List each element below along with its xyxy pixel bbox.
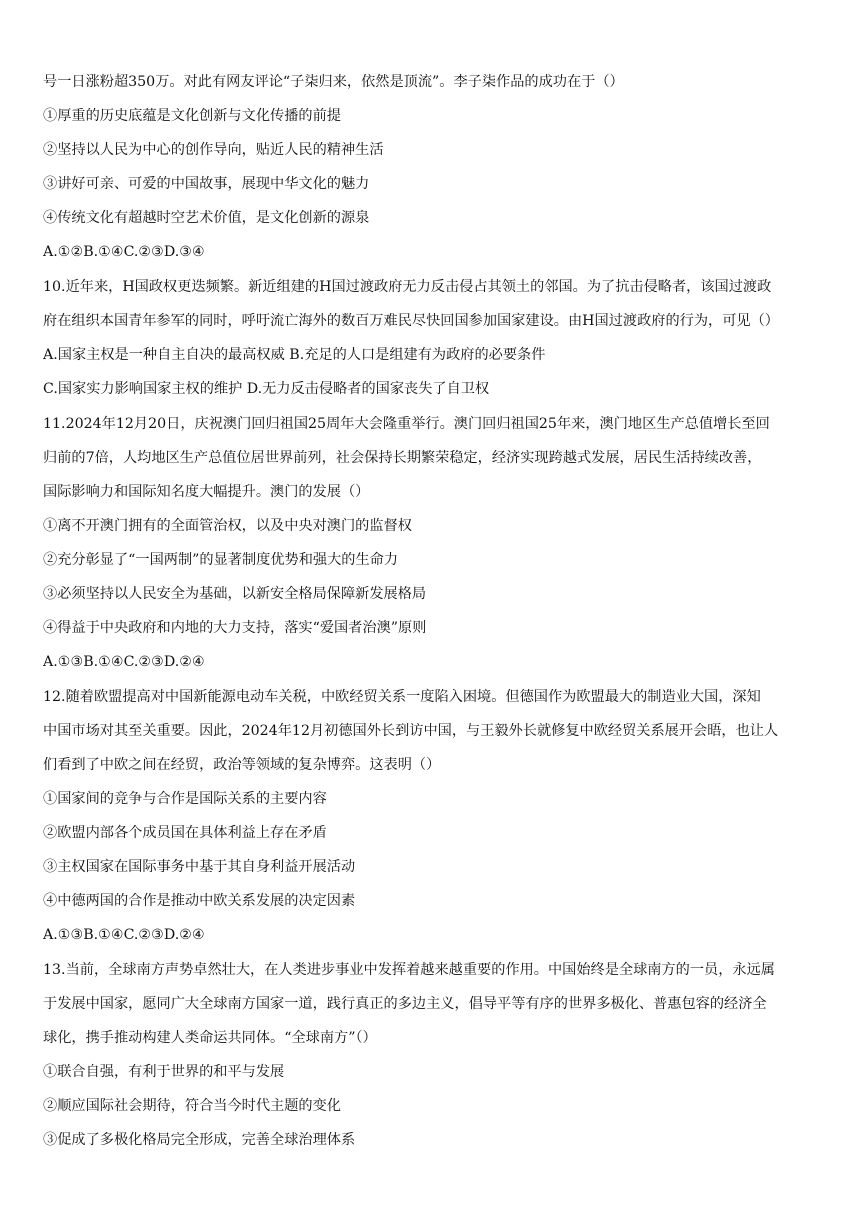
- q9-statement-1: ①厚重的历史底蕴是文化创新与文化传播的前提: [43, 108, 341, 124]
- q13-statement-1: ①联合自强，有利于世界的和平与发展: [43, 1064, 285, 1080]
- q12-stem-line-1: 12.随着欧盟提高对中国新能源电动车关税，中欧经贸关系一度陷入困境。但德国作为欧盟最大的制造业大国，深知: [43, 689, 761, 705]
- q11-stem-line-3: 国际影响力和国际知名度大幅提升。澳门的发展（）: [43, 484, 370, 500]
- q10-stem-line-2: 府在组织本国青年参军的同时，呼吁流亡海外的数百万难民尽快回国参加国家建设。由H国过渡政府的行为，可见（）: [43, 313, 779, 329]
- q12-statement-1: ①国家间的竞争与合作是国际关系的主要内容: [43, 791, 327, 807]
- q11-statement-4: ④得益于中央政府和内地的大力支持，落实“爱国者治澳”原则: [43, 620, 427, 636]
- q12-stem-line-2: 中国市场对其至关重要。因此，2024年12月初德国外长到访中国，与王毅外长就修复中欧经贸关系展开会晤，也让人: [43, 723, 779, 739]
- q11-options: A.①③B.①④C.②③D.②④: [43, 654, 205, 670]
- q12-stem-line-3: 们看到了中欧之间在经贸，政治等领域的复杂博弈。这表明（）: [43, 757, 441, 773]
- q9-options: A.①②B.①④C.②③D.③④: [43, 244, 205, 260]
- q9-statement-4: ④传统文化有超越时空艺术价值，是文化创新的源泉: [43, 210, 370, 226]
- q13-statement-3: ③促成了多极化格局完全形成，完善全球治理体系: [43, 1132, 356, 1148]
- q11-statement-3: ③必须坚持以人民安全为基础，以新安全格局保障新发展格局: [43, 586, 427, 602]
- q11-statement-1: ①离不开澳门拥有的全面管治权，以及中央对澳门的监督权: [43, 518, 412, 534]
- q13-stem-line-2: 于发展中国家，愿同广大全球南方国家一道，践行真正的多边主义，倡导平等有序的世界多极化、普惠包容的经济全: [43, 996, 767, 1012]
- q9-stem-tail: 号一日涨粉超350万。对此有网友评论“子柒归来，依然是顶流”。李子柒作品的成功在于（）: [43, 74, 624, 90]
- q13-stem-line-3: 球化，携手推动构建人类命运共同体。“全球南方”（）: [43, 1030, 377, 1046]
- q11-statement-2: ②充分彰显了“一国两制”的显著制度优势和强大的生命力: [43, 552, 399, 568]
- q13-stem-line-1: 13.当前，全球南方声势卓然壮大，在人类进步事业中发挥着越来越重要的作用。中国始终是全球南方的一员，永远属: [43, 962, 775, 978]
- q12-options: A.①③B.①④C.②③D.②④: [43, 927, 205, 943]
- q9-statement-3: ③讲好可亲、可爱的中国故事，展现中华文化的魅力: [43, 176, 370, 192]
- q12-statement-2: ②欧盟内部各个成员国在具体利益上存在矛盾: [43, 825, 327, 841]
- q9-statement-2: ②坚持以人民为中心的创作导向，贴近人民的精神生活: [43, 142, 384, 158]
- q11-stem-line-1: 11.2024年12月20日，庆祝澳门回归祖国25周年大会隆重举行。澳门回归祖国25年来，澳门地区生产总值增长至回: [43, 416, 770, 432]
- q10-options-ab: A.国家主权是一种自主自决的最高权威 B.充足的人口是组建有为政府的必要条件: [43, 347, 546, 363]
- q10-stem-line-1: 10.近年来，H国政权更迭频繁。新近组建的H国过渡政府无力反击侵占其领土的邻国。为了抗击侵略者，该国过渡政: [43, 279, 772, 295]
- q11-stem-line-2: 归前的7倍，人均地区生产总值位居世界前列，社会保持长期繁荣稳定，经济实现跨越式发展，居民生活持续改善，: [43, 450, 762, 466]
- q10-options-cd: C.国家实力影响国家主权的维护 D.无力反击侵略者的国家丧失了自卫权: [43, 381, 490, 397]
- q12-statement-4: ④中德两国的合作是推动中欧关系发展的决定因素: [43, 893, 356, 909]
- q13-statement-2: ②顺应国际社会期待，符合当今时代主题的变化: [43, 1098, 341, 1114]
- q12-statement-3: ③主权国家在国际事务中基于其自身利益开展活动: [43, 859, 356, 875]
